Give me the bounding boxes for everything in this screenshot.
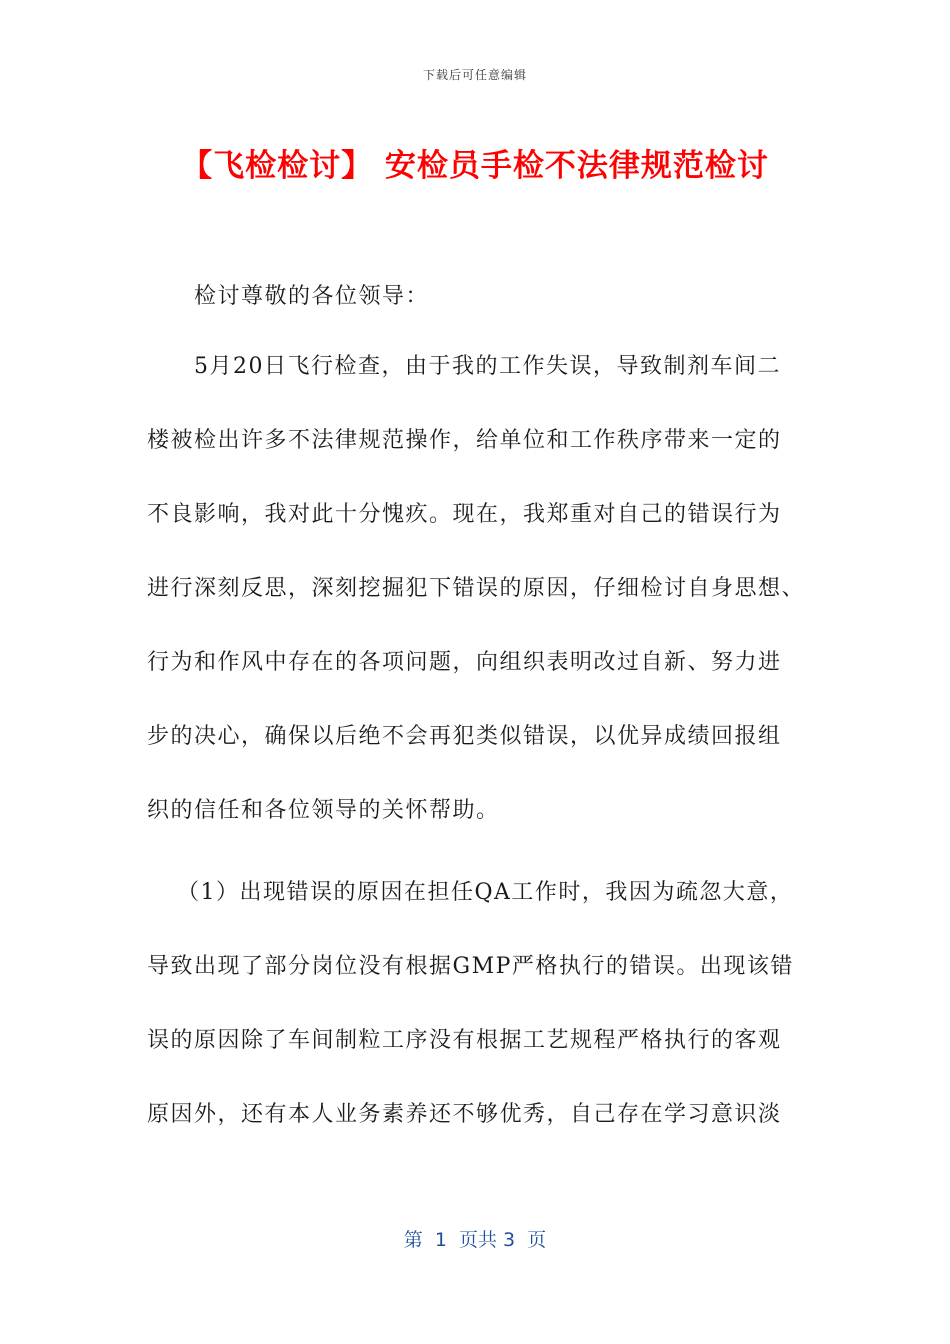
page-number: 第 1 页共 3 页 (403, 1229, 547, 1251)
paragraph-1-line: 不良影响，我对此十分愧疚。现在，我郑重对自己的错误行为 (147, 502, 782, 527)
paragraph-1-line: 进行深刻反思，深刻挖掘犯下错误的原因，仔细检讨自身思想、 (147, 576, 806, 601)
document-title: 【飞检检讨】 安检员手检不法律规范检讨 (181, 148, 769, 184)
paragraph-2-line: 误的原因除了车间制粒工序没有根据工艺规程严格执行的客观 (147, 1028, 782, 1053)
paragraph-1-line: 5月20日飞行检查，由于我的工作失误，导致制剂车间二 (194, 354, 781, 379)
paragraph-1 (147, 330, 815, 848)
paragraph-1-line: 织的信任和各位领导的关怀帮助。 (147, 798, 500, 823)
paragraph-1-line: 行为和作风中存在的各项问题，向组织表明改过自新、努力进 (147, 650, 782, 675)
paragraph-1-line: 楼被检出许多不法律规范操作，给单位和工作秩序带来一定的 (147, 428, 782, 453)
salutation (194, 260, 862, 334)
paragraph-2-line: 原因外，还有本人业务素养还不够优秀，自己存在学习意识淡 (147, 1102, 782, 1127)
paragraph-2 (147, 856, 815, 1152)
salutation-line: 检讨尊敬的各位领导： (194, 284, 430, 309)
header-note: 下载后可任意编辑 (422, 68, 527, 82)
paragraph-1-line: 步的决心，确保以后绝不会再犯类似错误，以优异成绩回报组 (147, 724, 782, 749)
paragraph-2-line: 导致出现了部分岗位没有根据GMP严格执行的错误。出现该错 (147, 954, 794, 979)
paragraph-2-line: （1）出现错误的原因在担任QA工作时，我因为疏忽大意， (177, 880, 794, 905)
